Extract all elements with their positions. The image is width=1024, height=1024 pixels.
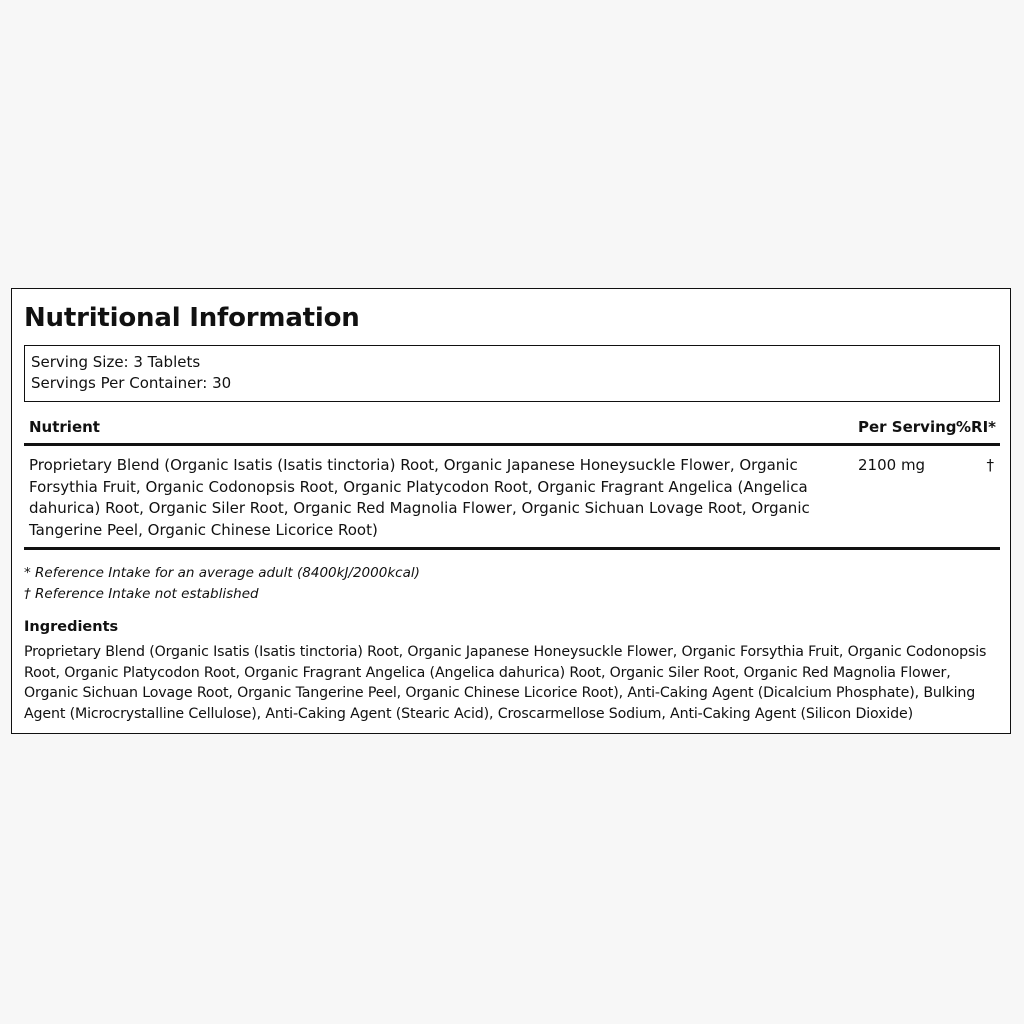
label-title: Nutritional Information xyxy=(24,303,360,333)
header-per-serving: Per Serving xyxy=(858,418,957,436)
ingredients-text: Proprietary Blend (Organic Isatis (Isatis tinctoria) Root, Organic Japanese Honeysuckle Flower, Organic Forsythia Fruit, Organic Codonopsis Root, Organic Platycodon Root, Organic Fragrant Angelica (Angelica dahurica) Root, Organic Siler Root, Organic Red Magnolia Flower, Organic Sichuan Lovage Root, Organic Tangerine Peel, Organic Chinese Licorice Root), Anti-Caking Agent (Dicalcium Phosphate), Bulking Agent (Microcrystalline Cellulose), Anti-Caking Agent (Stearic Acid), Croscarmellose Sodium, Anti-Caking Agent (Silicon Dioxide) xyxy=(24,644,987,722)
serving-size: Serving Size: 3 Tablets xyxy=(31,353,201,371)
footnote-dagger: † Reference Intake not established xyxy=(24,585,259,602)
table-row xyxy=(24,455,1000,550)
ingredients-heading: Ingredients xyxy=(24,619,119,635)
nutrition-label-panel xyxy=(11,288,1011,734)
nutrient-table-header xyxy=(24,415,1000,446)
serving-info-box xyxy=(24,345,1000,402)
nutrient-name: Proprietary Blend (Organic Isatis (Isatis tinctoria) Root, Organic Japanese Honeysuckle Flower, Organic Forsythia Fruit, Organic Codonopsis Root, Organic Platycodon Root, Organic Fragrant Angelica (Angelica dahurica) Root, Organic Siler Root, Organic Red Magnolia Flower, Organic Sichuan Lovage Root, Organic Tangerine Peel, Organic Chinese Licorice Root) xyxy=(29,456,810,539)
footnote-ri: * Reference Intake for an average adult (8400kJ/2000kcal) xyxy=(24,565,420,581)
servings-per-container: Servings Per Container: 30 xyxy=(31,374,232,392)
header-ri: %RI* xyxy=(955,418,996,436)
nutrient-amount: 2100 mg xyxy=(858,456,926,474)
nutrient-ri: † xyxy=(986,456,994,474)
footnotes xyxy=(24,563,420,604)
header-nutrient: Nutrient xyxy=(29,418,100,436)
